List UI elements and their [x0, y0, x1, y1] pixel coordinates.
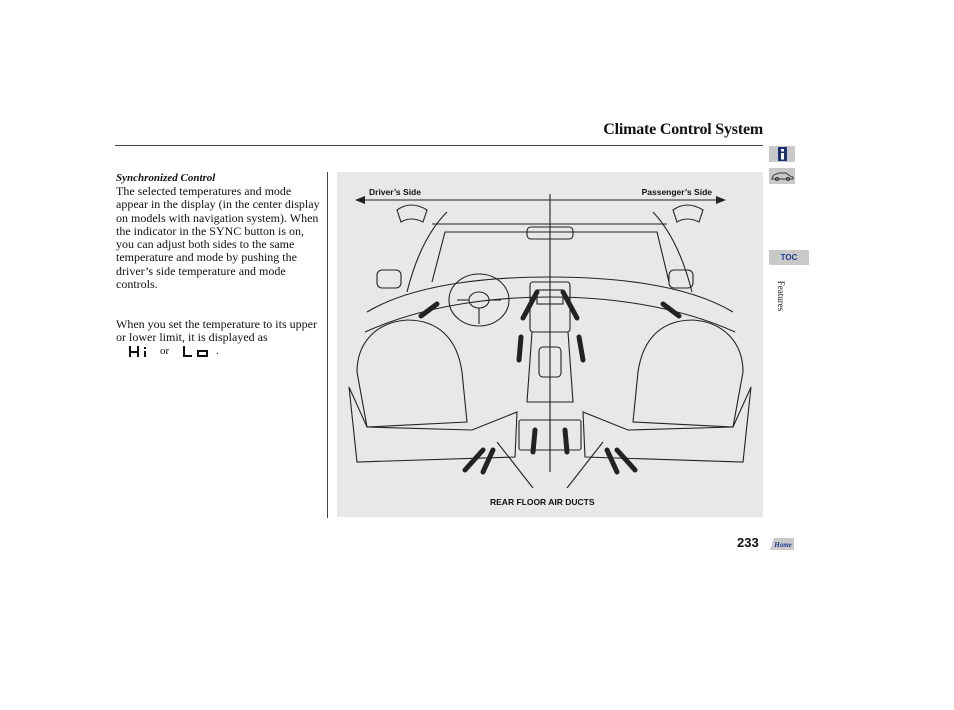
climate-vents-illustration: [337, 172, 763, 517]
paragraph-sync: The selected temperatures and mode appear in the display (in the center display on models with navigation system). When the indicator in the SYNC button is on, you can adjust both sides to the same temperature and mode by pushing the driver’s side temperature and mode controls.: [116, 184, 320, 292]
column-divider: [327, 172, 328, 518]
display-lo-glyph: [182, 345, 212, 359]
page-number: 233: [737, 535, 759, 550]
period-text: .: [216, 345, 219, 357]
rear-floor-ducts-label: REAR FLOOR AIR DUCTS: [490, 497, 595, 507]
features-section-label: Features: [776, 280, 786, 312]
home-label: Home: [774, 541, 792, 549]
toc-tab[interactable]: TOC: [769, 250, 809, 265]
display-hi-glyph: [128, 345, 150, 359]
home-button[interactable]: [768, 536, 796, 551]
or-text: or: [160, 345, 170, 357]
car-icon[interactable]: [769, 168, 795, 184]
section-heading: Synchronized Control: [116, 172, 216, 184]
title-rule: [115, 145, 763, 146]
cabin-drawing: [337, 172, 763, 517]
passenger-side-label: Passenger’s Side: [641, 187, 712, 197]
info-icon[interactable]: [769, 146, 795, 162]
page-title: Climate Control System: [603, 121, 763, 138]
paragraph-limit: When you set the temperature to its upper or lower limit, it is displayed as: [116, 317, 317, 345]
driver-side-label: Driver’s Side: [369, 187, 421, 197]
display-examples: [128, 344, 328, 360]
